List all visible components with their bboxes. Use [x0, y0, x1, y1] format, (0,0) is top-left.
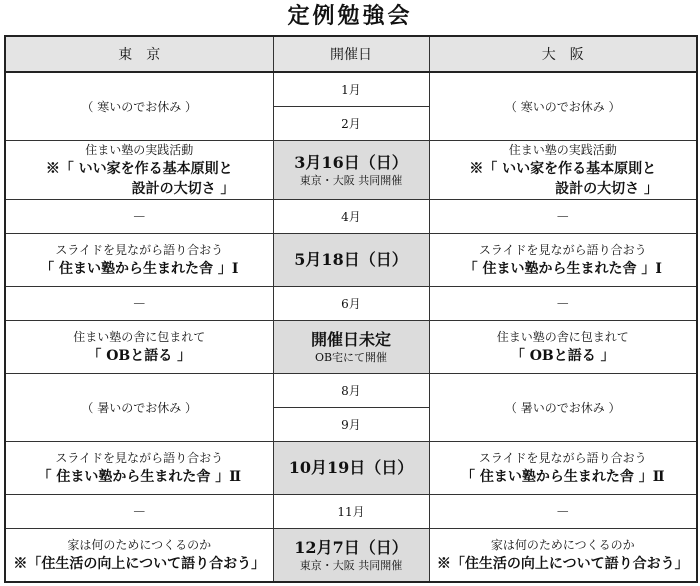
osaka-cell — [429, 321, 697, 374]
table-row — [5, 287, 697, 321]
osaka-cell: （ 暑いのでお休み ） — [429, 374, 697, 442]
table-row — [5, 321, 697, 374]
event-date-note: 東京・大阪 共同開催 — [299, 174, 403, 187]
month-cell: 8月 — [273, 374, 429, 408]
page-title: 定例勉強会 — [287, 4, 413, 29]
date-cell — [273, 442, 429, 495]
month-cell: 6月 — [273, 287, 429, 321]
date-cell — [273, 321, 429, 374]
tokyo-cell: － — [5, 495, 273, 529]
tokyo-cell: － — [5, 200, 273, 234]
tokyo-cell: － — [5, 287, 273, 321]
table-row — [5, 495, 697, 529]
table-row — [5, 442, 697, 495]
event-subtitle: 住まい塾の舎に包まれて — [73, 330, 206, 344]
event-date: 5月18日（日） — [294, 250, 408, 269]
osaka-cell: － — [429, 495, 697, 529]
osaka-cell — [429, 141, 697, 200]
tokyo-cell — [5, 529, 273, 582]
schedule-table — [4, 35, 698, 583]
event-date-note: 東京・大阪 共同開催 — [299, 558, 403, 572]
event-subtitle: 家は何のためにつくるのか — [490, 537, 635, 552]
osaka-cell: － — [429, 200, 697, 234]
event-title: 「 OBと語る 」 — [87, 348, 192, 364]
event-subtitle: 住まい塾の実践活動 — [508, 143, 617, 157]
event-subtitle: スライドを見ながら語り合おう — [478, 243, 647, 257]
event-title: 「 住まい塾から生まれた舎 」Ⅱ — [460, 469, 665, 485]
event-subtitle: スライドを見ながら語り合おう — [55, 451, 224, 465]
event-title: ※「住生活の向上について語り合おう」 — [436, 555, 689, 572]
table-row — [5, 374, 697, 408]
date-cell — [273, 234, 429, 287]
month-cell: 4月 — [273, 200, 429, 234]
osaka-cell — [429, 234, 697, 287]
event-date: 10月19日（日） — [288, 458, 414, 477]
header-tokyo: 東 京 — [5, 36, 273, 72]
osaka-cell: （ 寒いのでお休み ） — [429, 72, 697, 141]
tokyo-cell — [5, 141, 273, 200]
table-row — [5, 141, 697, 200]
event-date: 3月16日（日） — [294, 153, 408, 172]
event-title: 「 OBと語る 」 — [510, 348, 615, 364]
event-date-note: OB宅にて開催 — [314, 351, 388, 364]
tokyo-cell — [5, 234, 273, 287]
table-row — [5, 529, 697, 582]
event-subtitle: 家は何のためにつくるのか — [67, 537, 212, 552]
table-row — [5, 72, 697, 107]
event-title: ※「 いい家を作る基本原則と — [469, 161, 657, 177]
event-title-cont: 設計の大切さ 」 — [555, 181, 658, 197]
tokyo-cell: （ 暑いのでお休み ） — [5, 374, 273, 442]
month-cell: 2月 — [273, 107, 429, 141]
event-subtitle: スライドを見ながら語り合おう — [478, 451, 647, 465]
event-title: ※「 いい家を作る基本原則と — [45, 161, 233, 177]
event-title-cont: 設計の大切さ 」 — [131, 181, 235, 197]
table-row — [5, 200, 697, 234]
event-title: 「 住まい塾から生まれた舎 」Ⅰ — [40, 261, 239, 277]
osaka-cell: － — [429, 287, 697, 321]
tokyo-cell — [5, 442, 273, 495]
event-subtitle: 住まい塾の舎に包まれて — [496, 330, 629, 344]
event-title: 「 住まい塾から生まれた舎 」Ⅱ — [37, 469, 242, 485]
date-cell — [273, 529, 429, 582]
month-cell: 1月 — [273, 72, 429, 107]
header-row — [5, 36, 697, 72]
osaka-cell — [429, 529, 697, 582]
event-date: 12月7日（日） — [294, 537, 408, 557]
osaka-cell — [429, 442, 697, 495]
table-row — [5, 234, 697, 287]
month-cell: 11月 — [273, 495, 429, 529]
tokyo-cell — [5, 321, 273, 374]
event-date: 開催日未定 — [310, 330, 391, 349]
header-osaka: 大 阪 — [429, 36, 697, 72]
tokyo-cell: （ 寒いのでお休み ） — [5, 72, 273, 141]
header-date: 開催日 — [273, 36, 429, 72]
event-title: ※「住生活の向上について語り合おう」 — [13, 555, 266, 572]
event-subtitle: スライドを見ながら語り合おう — [55, 243, 224, 257]
event-subtitle: 住まい塾の実践活動 — [85, 143, 194, 157]
month-cell: 9月 — [273, 408, 429, 442]
event-title: 「 住まい塾から生まれた舎 」Ⅰ — [463, 261, 662, 277]
date-cell — [273, 141, 429, 200]
